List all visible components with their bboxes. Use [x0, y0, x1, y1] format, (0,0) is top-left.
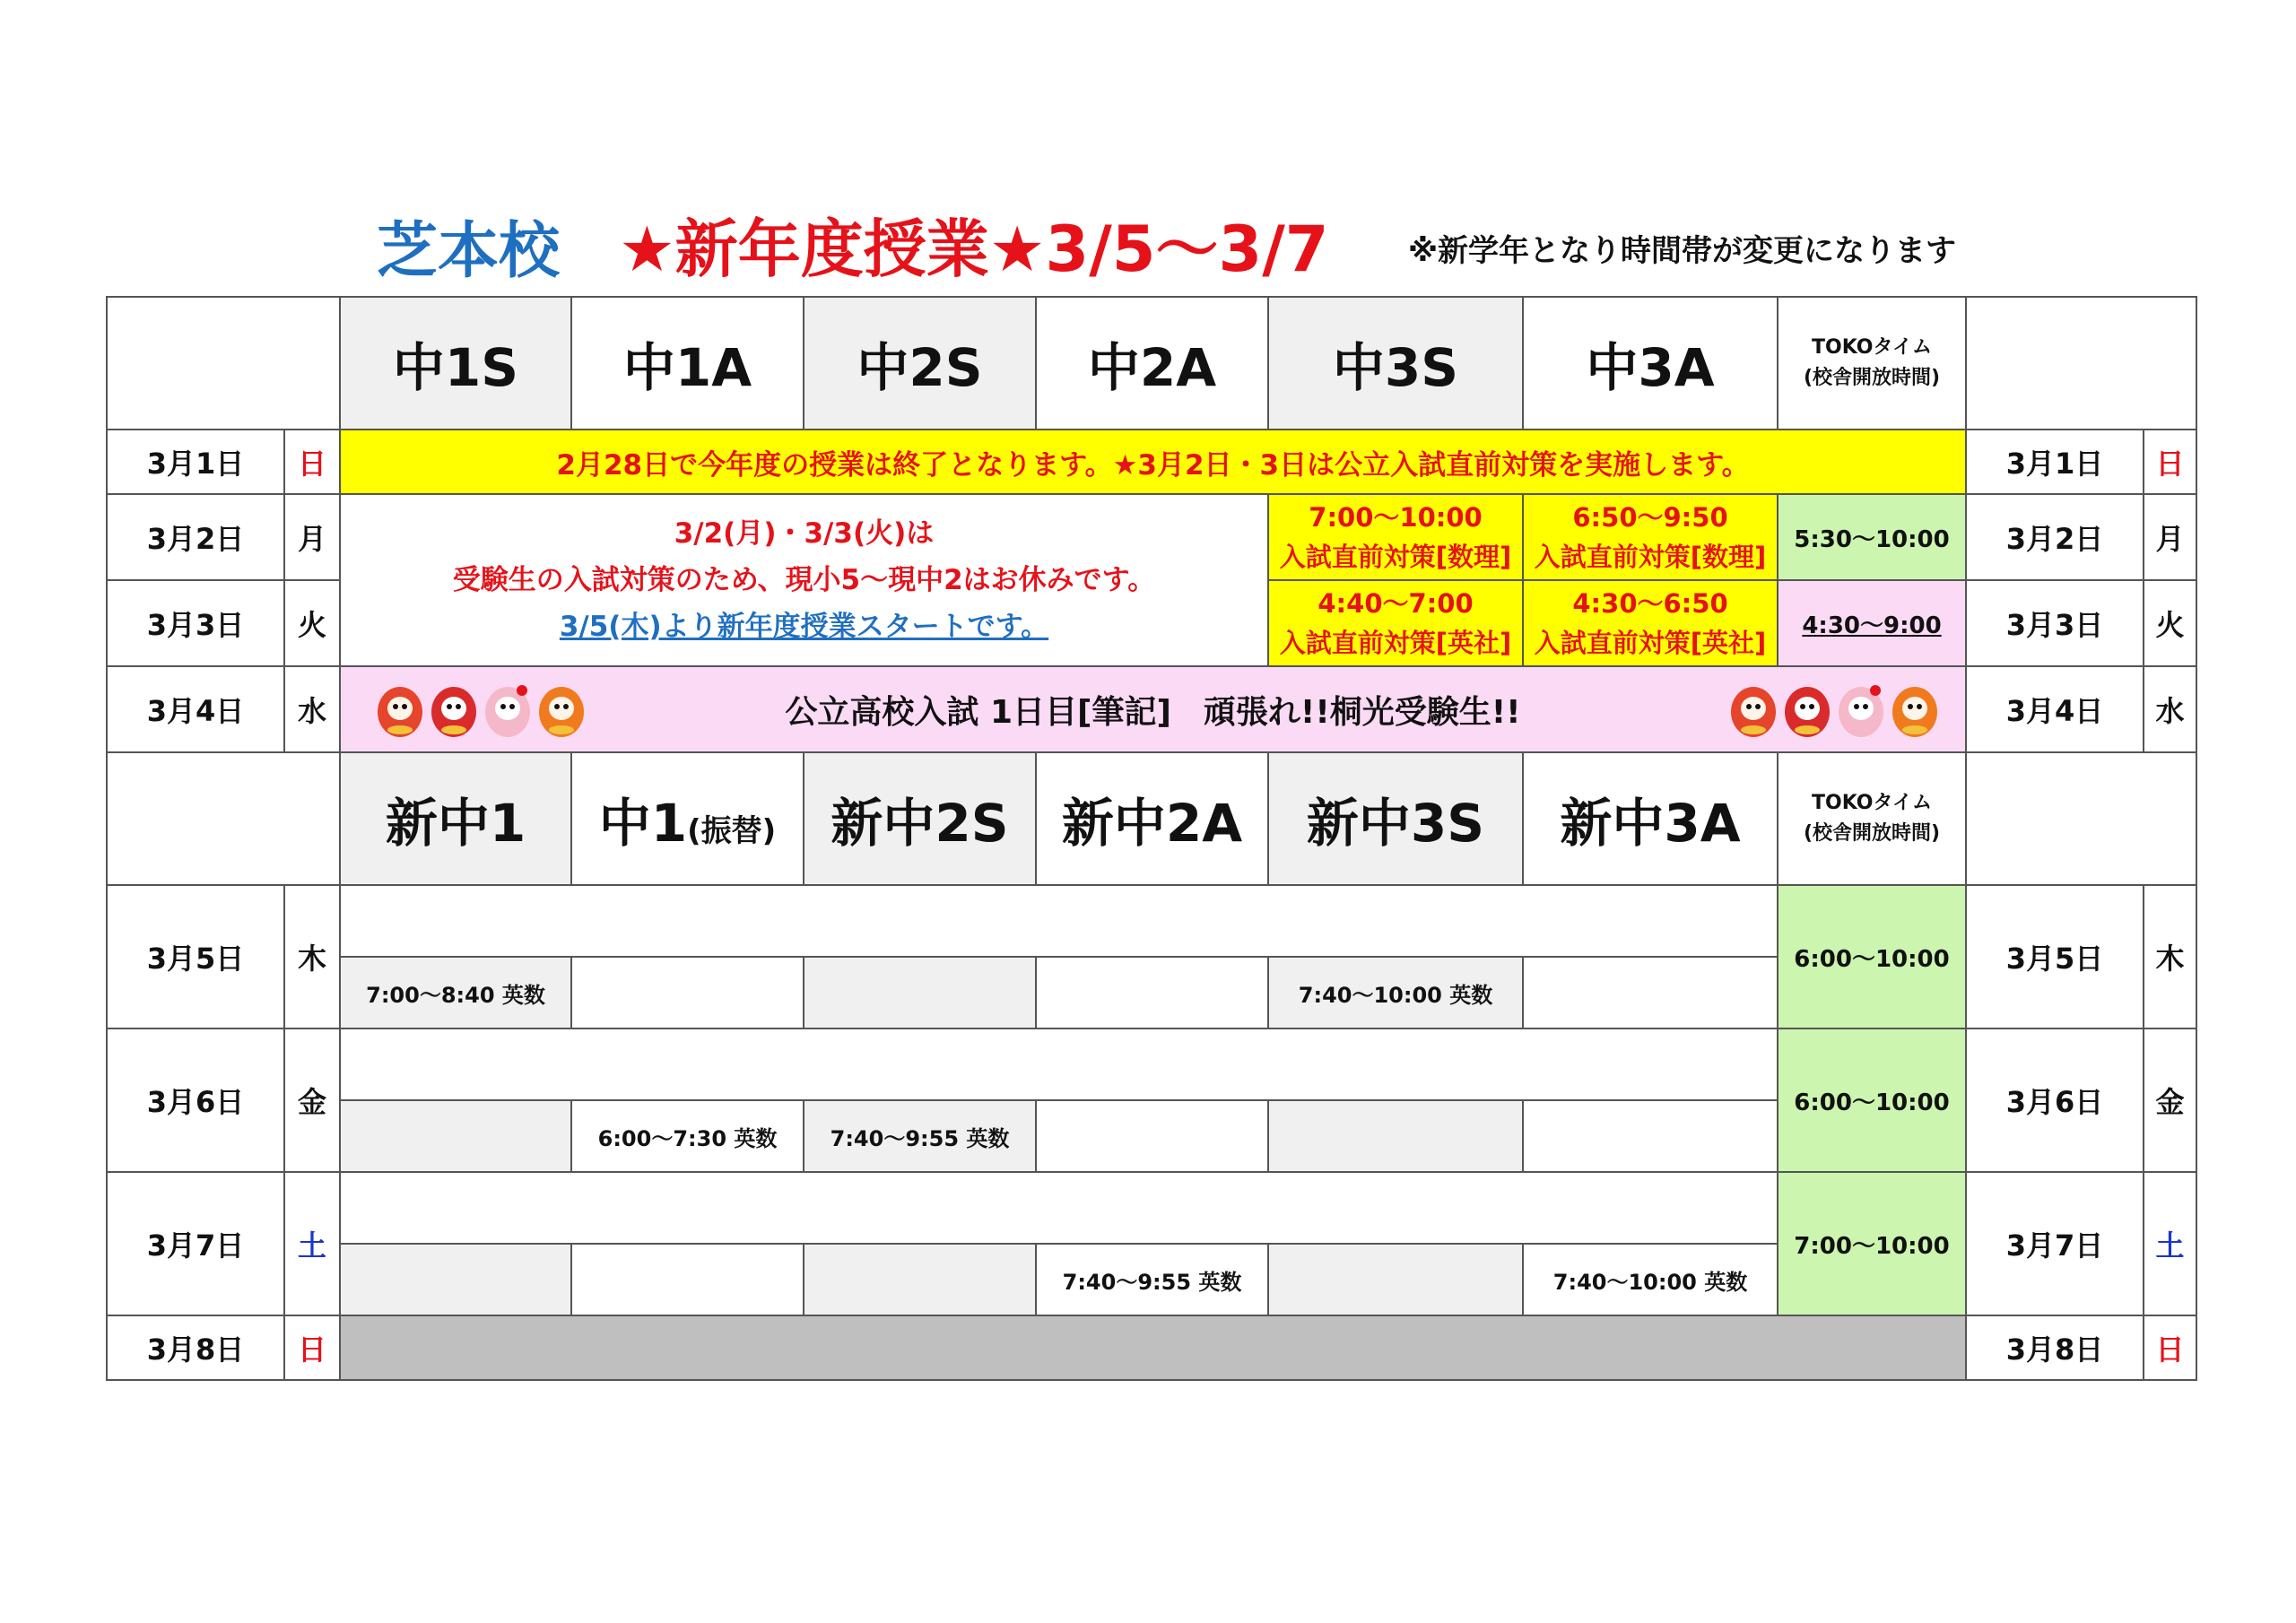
dow-cell-right: 月	[2144, 494, 2196, 580]
toko-label: TOKOタイム	[1811, 336, 1933, 359]
dow-cell: 金	[284, 1028, 340, 1172]
header-c6: 中3A	[1523, 297, 1778, 430]
dow-cell: 日	[284, 430, 340, 494]
class-label: 入試直前対策[数理]	[1279, 542, 1512, 572]
daruma-group-right	[1728, 680, 1940, 739]
toko-label: TOKOタイム	[1811, 792, 1933, 814]
row-mar7-top	[107, 1172, 2196, 1244]
mar6-c4	[1036, 1100, 1268, 1172]
date-cell-right: 3月1日	[1966, 430, 2144, 494]
daruma-icon	[1782, 680, 1832, 739]
mar7-c5	[1268, 1244, 1523, 1315]
date-cell-right: 3月3日	[1966, 580, 2144, 666]
mar7-c3	[804, 1244, 1036, 1315]
mar5-c5: 7:40〜10:00 英数	[1268, 957, 1523, 1028]
date-cell: 3月8日	[107, 1315, 284, 1380]
mar5-c2	[571, 957, 804, 1028]
mar5-c4	[1036, 957, 1268, 1028]
mar7-c2	[571, 1244, 804, 1315]
title-note: ※新学年となり時間帯が変更になります	[1408, 233, 1957, 269]
date-cell-right: 3月4日	[1966, 666, 2144, 752]
daruma-icon	[536, 680, 587, 739]
row-mar4	[107, 666, 2196, 752]
header-empty-right	[1966, 297, 2196, 430]
notice-banner: 2月28日で今年度の授業は終了となります。★3月2日・3日は公立入試直前対策を実施します。	[340, 430, 1966, 494]
daruma-icon	[375, 680, 425, 739]
header2-c2-main: 中1	[598, 793, 688, 854]
mar7-c6: 7:40〜10:00 英数	[1523, 1244, 1778, 1315]
schedule-table	[106, 296, 2197, 1381]
mar5-c6	[1523, 957, 1778, 1028]
dow-cell: 火	[284, 580, 340, 666]
school-name: 芝本校	[377, 216, 561, 287]
dow-cell-right: 火	[2144, 580, 2196, 666]
dow-cell-right: 水	[2144, 666, 2196, 752]
header-c4: 中2A	[1036, 297, 1268, 430]
exam-day-banner	[340, 666, 1966, 752]
header2-c1: 新中1	[340, 752, 571, 885]
header2-c6: 新中3A	[1523, 752, 1778, 885]
daruma-icon	[1890, 680, 1940, 739]
row-mar8	[107, 1315, 2196, 1380]
mar5-toko: 6:00〜10:00	[1778, 885, 1966, 1028]
date-cell: 3月2日	[107, 494, 284, 580]
daruma-group-left	[375, 680, 587, 739]
mar6-c1	[340, 1100, 571, 1172]
toko-sublabel: (校舎開放時間)	[1803, 367, 1941, 389]
mar7-c4: 7:40〜9:55 英数	[1036, 1244, 1268, 1315]
message-line-1: 3/2(月)・3/3(火)は	[674, 517, 935, 550]
mar6-c6	[1523, 1100, 1778, 1172]
date-cell: 3月1日	[107, 430, 284, 494]
mar6-c2: 6:00〜7:30 英数	[571, 1100, 804, 1172]
class-label: 入試直前対策[英社]	[1534, 628, 1767, 658]
mar7-toko: 7:00〜10:00	[1778, 1172, 1966, 1315]
row-mar5-top	[107, 885, 2196, 957]
dow-cell: 日	[284, 1315, 340, 1380]
header-row-1	[107, 297, 2196, 430]
mar6-toko: 6:00〜10:00	[1778, 1028, 1966, 1172]
class-time: 4:30〜6:50	[1572, 588, 1728, 619]
class-label: 入試直前対策[英社]	[1279, 628, 1512, 658]
message-line-2: 受験生の入試対策のため、現小5〜現中2はお休みです。	[452, 564, 1156, 596]
daruma-icon	[1836, 680, 1886, 739]
header-toko	[1778, 297, 1966, 430]
date-cell: 3月6日	[107, 1028, 284, 1172]
dow-cell-right: 日	[2144, 1315, 2196, 1380]
dow-cell-right: 土	[2144, 1172, 2196, 1315]
header2-c2-sub: (振替)	[687, 813, 777, 849]
class-label: 入試直前対策[数理]	[1534, 542, 1767, 572]
mar5-c3	[804, 957, 1036, 1028]
date-cell-right: 3月6日	[1966, 1028, 2144, 1172]
mar6-c3: 7:40〜9:55 英数	[804, 1100, 1036, 1172]
dow-cell-right: 金	[2144, 1028, 2196, 1172]
dow-cell-right: 木	[2144, 885, 2196, 1028]
date-cell: 3月3日	[107, 580, 284, 666]
date-cell-right: 3月5日	[1966, 885, 2144, 1028]
closed-bar	[340, 1315, 1966, 1380]
row-mar2	[107, 494, 2196, 580]
header2-c4: 新中2A	[1036, 752, 1268, 885]
mar2-toko: 5:30〜10:00	[1778, 494, 1966, 580]
date-cell-right: 3月8日	[1966, 1315, 2144, 1380]
mar3-c3s	[1268, 580, 1523, 666]
main-title: ★新年度授業★3/5〜3/7	[619, 213, 1329, 286]
row-mar6-top	[107, 1028, 2196, 1100]
date-cell-right: 3月2日	[1966, 494, 2144, 580]
row-mar1	[107, 430, 2196, 494]
mar7-c1	[340, 1244, 571, 1315]
header-toko	[1778, 752, 1966, 885]
daruma-icon	[483, 680, 533, 739]
dow-cell-right: 日	[2144, 430, 2196, 494]
mar5-c1: 7:00〜8:40 英数	[340, 957, 571, 1028]
mar2-c3s	[1268, 494, 1523, 580]
header-empty-left	[107, 297, 340, 430]
date-cell-right: 3月7日	[1966, 1172, 2144, 1315]
message-link[interactable]: 3/5(木)より新年度授業スタートです。	[559, 611, 1049, 643]
daruma-icon	[429, 680, 479, 739]
page-title	[0, 199, 2296, 287]
dow-cell: 木	[284, 885, 340, 1028]
exam-day-text: 公立高校入試 1日目[筆記] 頑張れ!!桐光受験生!!	[785, 693, 1521, 731]
dow-cell: 水	[284, 666, 340, 752]
mar2-c3a	[1523, 494, 1778, 580]
dow-cell: 土	[284, 1172, 340, 1315]
date-cell: 3月5日	[107, 885, 284, 1028]
date-cell: 3月4日	[107, 666, 284, 752]
mar6-c5	[1268, 1100, 1523, 1172]
daruma-icon	[1728, 680, 1779, 739]
dow-cell: 月	[284, 494, 340, 580]
header2-c2	[571, 752, 804, 885]
header-c5: 中3S	[1268, 297, 1523, 430]
toko-time: 4:30〜9:00	[1802, 612, 1942, 639]
header-empty-right	[1966, 752, 2196, 885]
header-row-2	[107, 752, 2196, 885]
closure-message	[340, 494, 1268, 666]
mar6-top-band	[340, 1028, 1778, 1100]
header2-c5: 新中3S	[1268, 752, 1523, 885]
class-time: 7:00〜10:00	[1309, 502, 1483, 533]
mar7-top-band	[340, 1172, 1778, 1244]
toko-sublabel: (校舎開放時間)	[1803, 822, 1941, 845]
mar3-toko	[1778, 580, 1966, 666]
class-time: 6:50〜9:50	[1572, 502, 1728, 533]
mar5-top-band	[340, 885, 1778, 957]
header2-c3: 新中2S	[804, 752, 1036, 885]
header-c1: 中1S	[340, 297, 571, 430]
mar3-c3a	[1523, 580, 1778, 666]
header-c3: 中2S	[804, 297, 1036, 430]
header-c2: 中1A	[571, 297, 804, 430]
class-time: 4:40〜7:00	[1318, 588, 1474, 619]
header-empty-left	[107, 752, 340, 885]
date-cell: 3月7日	[107, 1172, 284, 1315]
